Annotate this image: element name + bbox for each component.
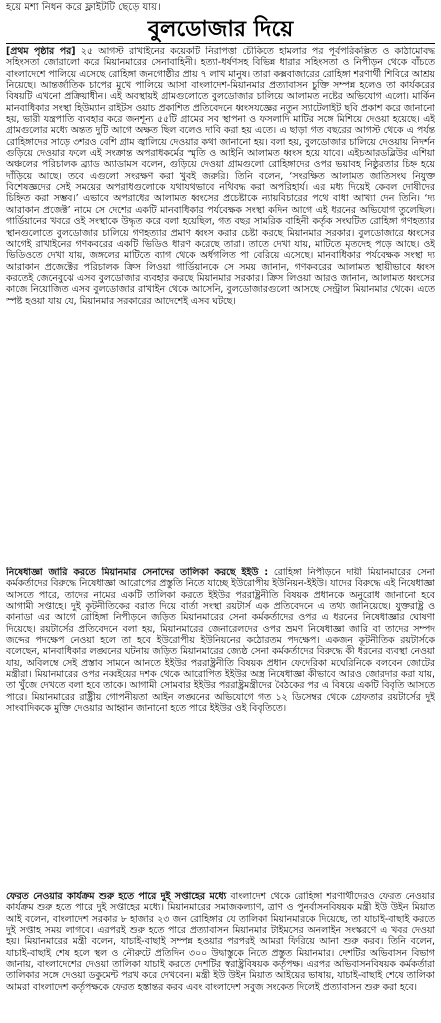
article-paragraph-eu-sanctions	[6, 567, 435, 887]
subheading-eu-sanctions: নিষেধাজ্ঞা জারি করতে মিয়ানমার সেনাদের তালিকা করছে ইইউ :	[6, 567, 269, 578]
article-paragraph-repatriation	[6, 891, 435, 1015]
previous-article-tail: হয়ে মশা নিধন করে ফ্লাইটটি ছেড়ে যায়।	[6, 2, 161, 13]
continuation-tag: [প্রথম পৃষ্ঠার পর]	[6, 46, 76, 57]
paragraph-text: ২৫ আগস্ট রাখাইনের কয়েকটি নিরাপত্তা চৌকিতে হামলার পর পূর্বপরিকল্পিত ও কাঠামোবদ্ধ সহিংসতা জোরালো করে মিয়ানমারের সেনাবাহিনী। হত্যা-ধর্ষণসহ বিভিন্ন ধারার সহিংসতা ও নিপীড়ন থেকে বাঁচতে বাংলাদেশে পালিয়ে এসেছে রোহিঙ্গা জনগোষ্ঠীর প্রায় ৭ লাখ মানুষ। তারা কক্সবাজারের রোহিঙ্গা শরণার্থী শিবিরে আশ্রয় নিয়েছে। আন্তর্জাতিক চাপের মুখে পালিয়ে আসা বাংলাদেশ-মিয়ানমার প্রত্যাবাসন চুক্তি সম্পন্ন হলেও তা কার্যকরের বিষয়টি এখনো প্রক্রিয়াধীন। এই অবস্থায়ই গ্রামগুলোতে বুলডোজার চালিয়ে আলামত নষ্টের অভিযোগ এলো। মার্কিন মানবাধিকার সংস্থা হিউম্যান রাইটস ওয়াচ প্রকাশিত প্রতিবেদনে ধ্বংসযজ্ঞের নতুন স্যাটেলাইট ছবি প্রকাশ করে জানানো হয়, ভারী যন্ত্রপাতি ব্যবহার করে জনশূন্য ৫৫টি গ্রামের সব স্থাপনা ও ফসলাদি মাটির সঙ্গে মিশিয়ে দেওয়া হয়েছে। এই গ্রামগুলোর মধ্যে অন্তত দুটি আগে অক্ষত ছিল বলেও দাবি করা হয় এতে। এ ছাড়া গত বছরের আগস্ট থেকে এ পর্যন্ত রোহিঙ্গাদের সাড়ে ৩শরও বেশি গ্রাম জ্বালিয়ে দেওয়ার কথা জানানো হয়। বলা হয়, বুলডোজার চালিয়ে দেওয়ায় নিদর্শন গুড়িয়ে দেওয়ার ফলে এই সংক্রান্ত অপরাধকর্মের স্মৃতি ও আইনি আলামত ধ্বংস হয়ে যাবে। এইচআরডব্লিউর এশিয়া অঞ্চলের পরিচালক ব্র্যাড অ্যাডামস বলেন, গুড়িয়ে দেওয়া গ্রামগুলো রোহিঙ্গাদের ওপর ভয়াবহ নিষ্ঠুরতার চিহ্ন হয়ে দাঁড়িয়ে আছে। তবে এগুলো সংরক্ষণ করা খুবই জরুরি। তিনি বলেন, ‘সংরক্ষিত আলামত জাতিসংঘ নিযুক্ত বিশেষজ্ঞদের সেই সময়ের অপরাধগুলোকে যথাযথভাবে নথিবদ্ধ করা অপরিহার্য। এর মধ্য দিয়েই কেবল দোষীদের চিহ্নিত করা সম্ভব।’ এভাবে অপরাধের আলামত ধ্বংসের প্রচেষ্টাকে ন্যায়বিচারের পথে বাধা আখ্যা দেন তিনি। ‘দ্য আরাকান প্রজেক্ট’ নামে সে দেশের একটি মানবাধিকার পর্যবেক্ষক সংস্থা কদিন আগে এই ধরনের অভিযোগ তুলেছিল। গার্ডিয়ানের খবরে ওই সংস্থাকে উদ্ধৃত করে বলা হয়েছিল, গত বছর সামরিক বাহিনী কর্তৃক সংঘটিত রোহিঙ্গা গণহত্যার স্থানগুলোতে বুলডোজার চালিয়ে গণহত্যার প্রমাণ ধ্বংস করার চেষ্টা করছে মিয়ানমার সরকার। বুলডোজারে ধ্বংসের আগেই রাখাইনের গণকবরের একটি ভিডিও ধারণ করেছে তারা। তাতে দেখা যায়, মাটিতে মৃতদেহ পড়ে আছে। ওই ভিডিওতে দেখা যায়, জঙ্গলের মাটিতে ব্যাগ থেকে অর্ধগলিত পা বেরিয়ে এসেছে। মানবাধিকার পর্যবেক্ষক সংস্থা দ্য আরাকান প্রজেক্টের পরিচালক ক্রিস লিওয়া গার্ডিয়ানকে সে সময় জানান, গণকবরের আলামত স্থায়ীভাবে ধ্বংস করতেই জেনেবুঝে এসব বুলডোজার ব্যবহার করছে মিয়ানমার সরকার। ক্রিস লিওয়া আরও জানান, আলামত ধ্বংসের কাজে নিয়োজিত এসব বুলডোজার রাখাইন থেকে আসেনি, বুলডোজারগুলো আসছে সেন্ট্রাল মিয়ানমার থেকে। এতে স্পষ্ট হওয়া যায় যে, মিয়ানমার সরকারের আদেশেই এসব ঘটছে।	[6, 46, 435, 307]
paragraph-text: রোহিঙ্গা নিপীড়নে দায়ী মিয়ানমারের সেনা কর্মকর্তাদের বিরুদ্ধে নিষেধাজ্ঞা আরোপের প্রস্তুতি নিতে যাচ্ছে ইউরোপীয় ইউনিয়ন-ইইউ। যাদের বিরুদ্ধে এই নিষেধাজ্ঞা আসতে পারে, তাদের নামের একটি তালিকা করতে ইইউর পররাষ্ট্রনীতি বিষয়ক প্রধানকে অনুরোধ জানানো হবে আগামী সপ্তাহে। দুই কূটনীতিকের বরাত দিয়ে বার্তা সংস্থা রয়টার্স এক প্রতিবেদনে এ তথ্য জানিয়েছে। যুক্তরাষ্ট্র ও কানাডা এর আগে রোহিঙ্গা নিপীড়নে জড়িত মিয়ানমারের সেনা কর্মকর্তাদের ওপর এ ধরনের নিষেধাজ্ঞার ঘোষণা দিয়েছে। রয়টার্সের প্রতিবেদনে বলা হয়, মিয়ানমারের জেনারেলদের ওপর ভ্রমণ নিষেধাজ্ঞা জারি বা তাদের সম্পদ জব্দের পদক্ষেপ নেওয়া হলে তা হবে ইউরোপীয় ইউনিয়নের কঠোরতম পদক্ষেপ। একজন কূটনীতিক রয়টার্সকে বলেছেন, মানবাধিকার লঙ্ঘনের ঘটনায় জড়িত মিয়ানমারের জ্যেষ্ঠ সেনা কর্মকর্তাদের বিরুদ্ধে কী ধরনের ব্যবস্থা নেওয়া যায়, অবিলম্বে সেই প্রস্তাব সামনে আনতে ইইউর পররাষ্ট্রনীতি বিষয়ক প্রধান ফেদেরিকা মঘেরিনিকে বলবেন জোটের মন্ত্রীরা। মিয়ানমারের ওপর নব্বইয়ের দশক থেকে আরোপিত ইইউর অস্ত্র নিষেধাজ্ঞা কীভাবে আরও জোরদার করা যায়, তা খুঁজে দেখতে বলা হবে তাকে। আগামী সোমবার ইইউর পররাষ্ট্রমন্ত্রীদের বৈঠকের পর এ বিষয়ে একটি বিবৃতি আসতে পারে। মিয়ানমারের রাষ্ট্রীয় গোপনীয়তা আইন লঙ্ঘনের অভিযোগে গত ১২ ডিসেম্বর থেকে গ্রেফতার রয়টার্সের দুই সাংবাদিককে মুক্তি দেওয়ার আহ্বান জানানো হতে পারে ইইউর ওই বিবৃতিতে।	[6, 567, 435, 715]
paragraph-text: বাংলাদেশ থেকে রোহিঙ্গা শরণার্থীদেরও ফেরত নেওয়ার কার্যক্রম শুরু হতে পারে দুই সপ্তাহের মধ্যে। মিয়ানমারের সমাজকল্যাণ, ত্রাণ ও পুনর্বাসনবিষয়ক মন্ত্রী ইউ উইন মিয়াত আই বলেন, বাংলাদেশ সরকার ৮ হাজার ২৩ জন রোহিঙ্গার যে তালিকা মিয়ানমারকে দিয়েছে, তা যাচাই-বাছাই করতে দুই সপ্তাহ সময় লাগবে। এরপরই শুরু হতে পারে প্রত্যাবাসন মিয়ানমার টাইমসের অনলাইন সংস্করণে এ খবর দেওয়া হয়। মিয়ানমারের মন্ত্রী বলেন, যাচাই-বাছাই সম্পন্ন হওয়ার পরপরই আমরা ফিরিয়ে আনা শুরু করব। তিনি বলেন, যাচাই-বাছাই শেষ হলে স্থল ও নৌরুটে প্রতিদিন ৩০০ উদ্বাস্তুকে নিতে প্রস্তুত মিয়ানমার। দেশটির অভিবাসন বিভাগ জানায়, বাংলাদেশের দেওয়া তালিকা যাচাই করতে দেশটির স্বরাষ্ট্রবিষয়ক কর্তৃপক্ষ। এরপর অভিবাসনবিষয়ক কর্মকর্তারা তালিকার সঙ্গে দেওয়া ডকুমেন্ট পরখ করে দেখবেন। মন্ত্রী ইউ উইন মিয়াত আইয়ের ভাষায়, যাচাই-বাছাই শেষে তালিকা আমরা বাংলাদেশ কর্তৃপক্ষকে ফেরত হস্তান্তর করব এবং বাংলাদেশ সবুজ সংকেত দিলেই প্রত্যাবাসন শুরু করা হবে।	[6, 891, 435, 993]
subheading-repatriation: ফেরত নেওয়ার কার্যক্রম শুরু হতে পারে দুই সপ্তাহের মধ্যে	[6, 891, 227, 902]
article-headline: বুলডোজার দিয়ে	[6, 16, 435, 44]
article-paragraph-continuation	[6, 46, 435, 565]
